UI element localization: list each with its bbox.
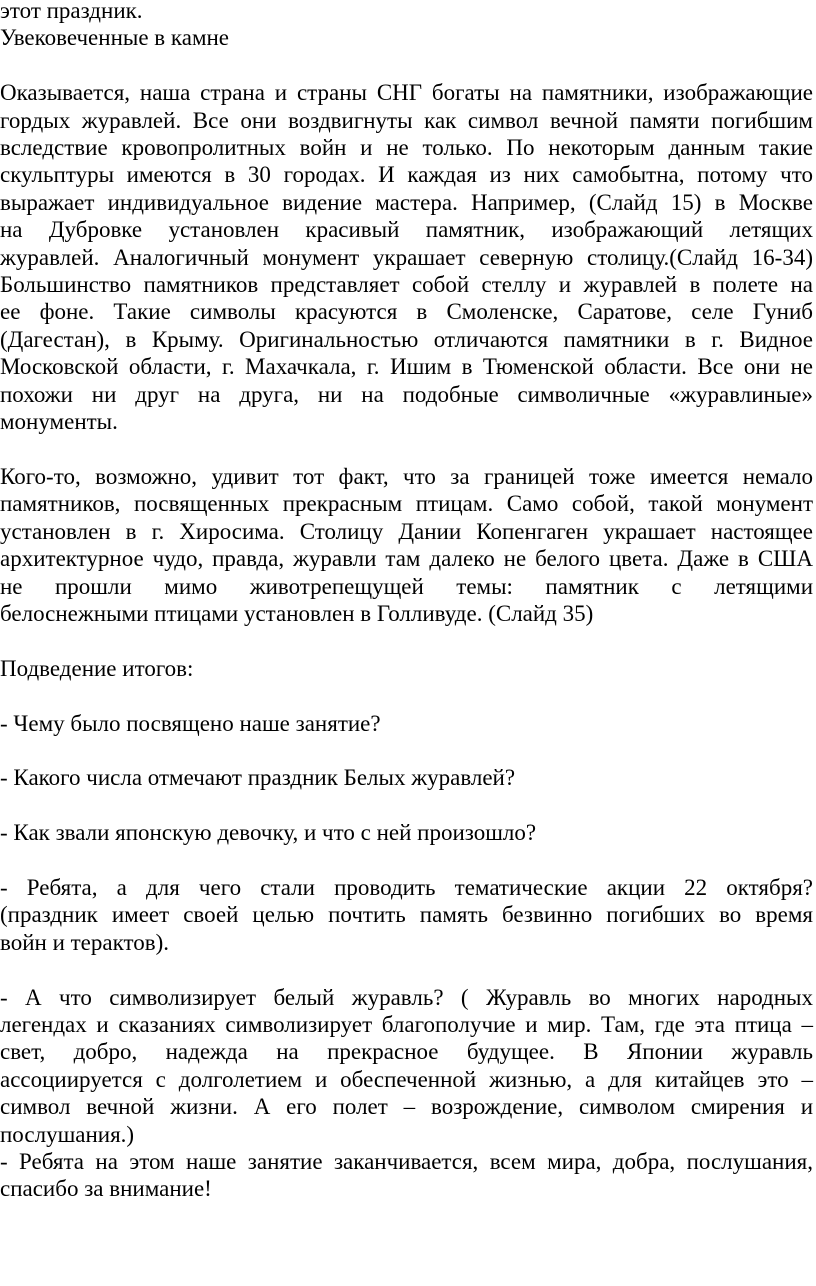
text-line: спасибо за внимание! — [0, 1176, 212, 1202]
blank-line — [0, 792, 816, 819]
text-line: (Дагестан), в Крыму. Оригинальностью отличаются памятники в г. Видное — [0, 326, 813, 352]
text-line: ее фоне. Такие символы красуются в Смоленске, Саратове, селе Гуниб — [0, 299, 813, 325]
text-line: (праздник имеет своей целью почтить память безвинно погибших во время — [0, 902, 813, 928]
text-line: этот праздник. — [0, 0, 143, 23]
text-line: Оказывается, наша страна и страны СНГ богаты на памятники, изображающие — [0, 80, 813, 106]
blank-line — [0, 847, 816, 874]
paragraph-monuments-abroad — [0, 463, 816, 627]
blank-line — [0, 956, 816, 983]
text-line: гордых журавлей. Все они воздвигнуты как символ вечной памяти погибшим — [0, 107, 813, 133]
closing-remark — [0, 1148, 816, 1203]
text-line: на Дубровке установлен красивый памятник, изображающий летящих — [0, 217, 813, 243]
text-line: - А что символизирует белый журавль? ( Журавль во многих народных — [0, 984, 813, 1010]
text-line: легендах и сказаниях символизирует благополучие и мир. Там, где эта птица – — [0, 1011, 813, 1037]
question-item: - Чему было посвящено наше занятие? — [0, 710, 381, 736]
question-item: - Как звали японскую девочку, и что с ней произошло? — [0, 820, 537, 846]
text-line: войн и терактов). — [0, 929, 169, 955]
text-line: - Ребята на этом наше занятие заканчивается, всем мира, добра, послушания, — [0, 1148, 813, 1174]
section-title: Увековеченные в камне — [0, 25, 230, 51]
blank-line — [0, 435, 816, 462]
blank-line — [0, 737, 816, 764]
text-line: монументы. — [0, 409, 118, 435]
text-line: Большинство памятников представляет собой стеллу и журавлей в полете на — [0, 272, 813, 298]
text-line: Московской области, г. Махачкала, г. Ишим в Тюменской области. Все они не — [0, 354, 813, 380]
text-line: похожи ни друг на друга, ни на подобные символичные «журавлиные» — [0, 381, 813, 407]
text-line: - Ребята, а для чего стали проводить тематические акции 22 октября? — [0, 874, 813, 900]
text-line: не прошли мимо животрепещущей темы: памятник с летящими — [0, 573, 813, 599]
blank-line — [0, 52, 816, 79]
text-line: ассоциируется с долголетием и обеспеченной жизнью, а для китайцев это – — [0, 1066, 813, 1092]
paragraph-monuments-cis — [0, 79, 816, 435]
intro-block — [0, 0, 816, 52]
text-line: послушания.) — [0, 1121, 135, 1147]
question-item — [0, 874, 816, 956]
text-line: архитектурное чудо, правда, журавли там далеко не белого цвета. Даже в США — [0, 546, 813, 572]
text-line: Кого-то, возможно, удивит тот факт, что за границей тоже имеется немало — [0, 463, 813, 489]
text-line: свет, добро, надежда на прекрасное будущее. В Японии журавль — [0, 1039, 813, 1065]
summary-heading: Подведение итогов: — [0, 655, 194, 681]
blank-line — [0, 627, 816, 654]
text-line: памятников, посвященных прекрасным птицам. Само собой, такой монумент — [0, 491, 813, 517]
question-item — [0, 984, 816, 1148]
text-line: символ вечной жизни. А его полет – возрождение, символом смирения и — [0, 1094, 813, 1120]
text-line: вследствие кровопролитных войн и не только. По некоторым данным такие — [0, 135, 813, 161]
text-line: установлен в г. Хиросима. Столицу Дании Копенгаген украшает настоящее — [0, 518, 813, 544]
text-line: журавлей. Аналогичный монумент украшает северную столицу.(Слайд 16-34) — [0, 244, 813, 270]
question-item: - Какого числа отмечают праздник Белых журавлей? — [0, 765, 516, 791]
text-line: скульптуры имеются в 30 городах. И каждая из них самобытна, потому что — [0, 162, 813, 188]
blank-line — [0, 682, 816, 709]
text-line: выражает индивидуальное видение мастера. Например, (Слайд 15) в Москве — [0, 189, 813, 215]
text-line: белоснежными птицами установлен в Голливуде. (Слайд 35) — [0, 600, 594, 626]
